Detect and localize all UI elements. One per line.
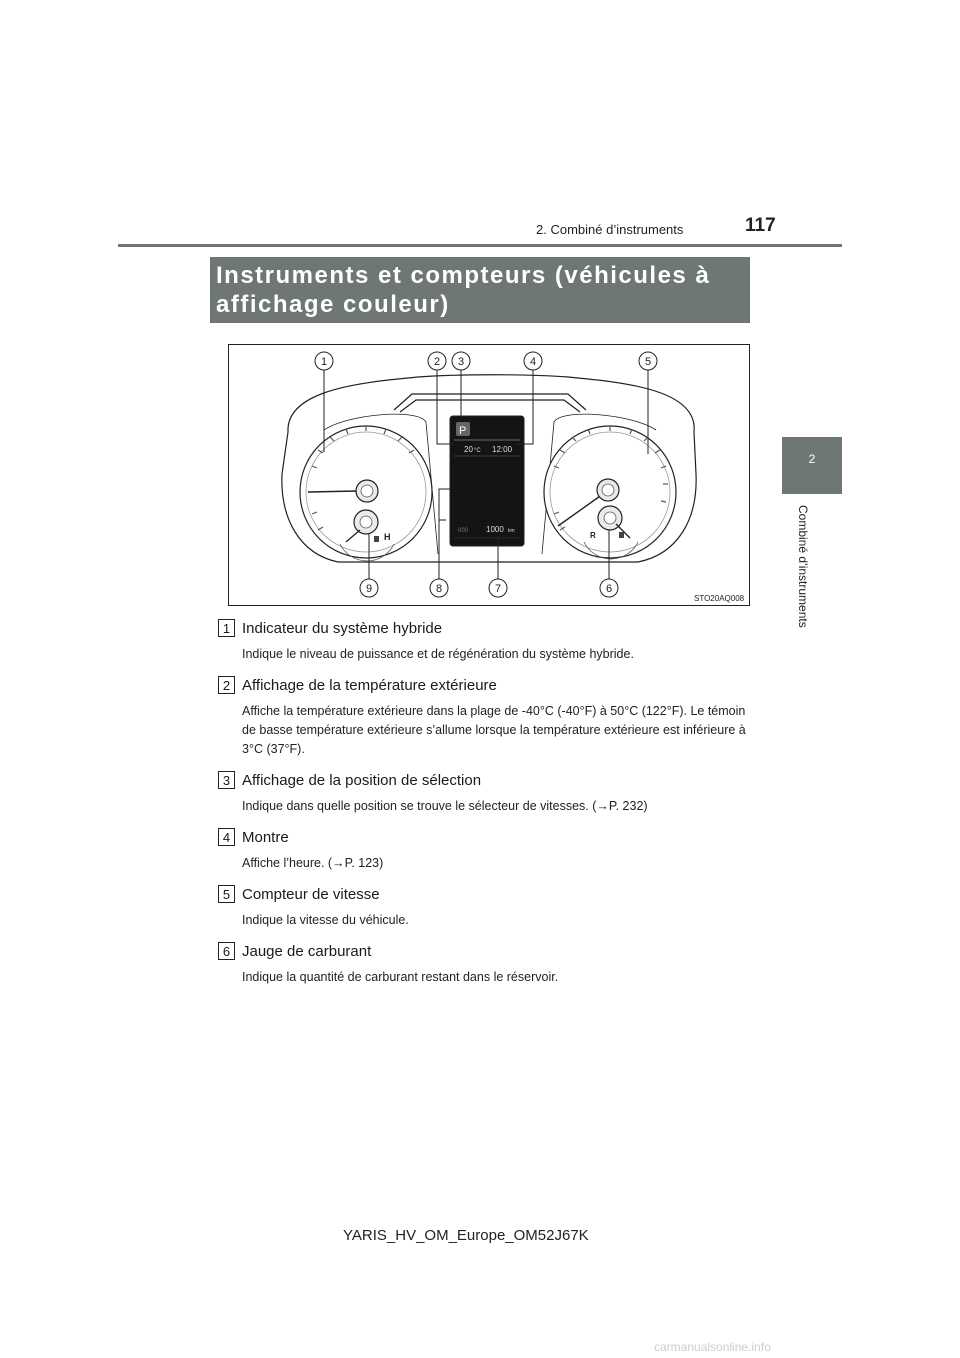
item-number-box: 5 — [218, 885, 235, 903]
callout-7 — [489, 579, 507, 597]
item-number-box: 3 — [218, 771, 235, 789]
section-title-box — [210, 257, 750, 323]
clock-display: 12:00 — [492, 445, 513, 454]
list-item — [218, 940, 758, 987]
svg-text:8: 8 — [435, 583, 443, 595]
list-item — [218, 826, 758, 873]
item-description: Indique la vitesse du véhicule. — [242, 913, 409, 927]
item-title: Affichage de la température extérieure — [242, 676, 497, 694]
item-description: Affiche la température extérieure dans la plage de -40°C (-40°F) à 50°C (122°F). Le témoin de basse température extérieure s’allume lorsque la température extérieure est inférieure à 3°C (37°F). — [242, 704, 746, 756]
item-description: Indique la quantité de carburant restant dans le réservoir. — [242, 970, 559, 984]
item-number-box: 2 — [218, 676, 235, 694]
svg-text:6: 6 — [605, 583, 613, 595]
speedometer-gauge — [544, 426, 676, 559]
instrument-figure — [228, 344, 750, 606]
callout-3 — [452, 352, 470, 370]
item-description: Affiche l’heure. (→P. 123) — [242, 856, 384, 870]
figure-image-code: STO20AQ008 — [694, 594, 745, 603]
fuel-gauge-r-label: R — [590, 531, 596, 540]
hybrid-gauge-h-label: H — [384, 532, 391, 542]
shift-position-display: P — [459, 425, 467, 437]
outside-temp-unit: °C — [474, 448, 481, 454]
svg-text:5: 5 — [644, 356, 652, 368]
item-title: Jauge de carburant — [242, 942, 372, 960]
callout-1 — [315, 352, 333, 370]
callout-9 — [360, 579, 378, 597]
item-description: Indique dans quelle position se trouve le sélecteur de vitesses. (→P. 232) — [242, 799, 648, 813]
chapter-number: 2 — [808, 452, 816, 466]
footer-document-code: YARIS_HV_OM_Europe_OM52J67K — [343, 1227, 589, 1244]
item-number-box: 4 — [218, 828, 235, 846]
list-item — [218, 769, 758, 816]
page-number: 117 — [745, 215, 776, 236]
callout-8 — [430, 579, 448, 597]
item-list — [218, 617, 758, 997]
callout-2 — [428, 352, 446, 370]
svg-text:7: 7 — [494, 583, 502, 595]
chapter-label: Combiné d’instruments — [796, 505, 810, 628]
header-rule — [118, 244, 842, 247]
item-number-box: 6 — [218, 942, 235, 960]
svg-text:3: 3 — [457, 356, 465, 368]
watermark: carmanualsonline.info — [654, 1340, 771, 1354]
list-item — [218, 674, 758, 759]
callout-6 — [600, 579, 618, 597]
item-title: Montre — [242, 828, 289, 846]
odometer-unit: km — [508, 528, 515, 534]
section-title: Instruments et compteurs (véhicules à affichage couleur) — [216, 262, 711, 318]
outside-temp-display: 20 — [464, 445, 473, 454]
multi-information-display — [450, 416, 524, 546]
item-description: Indique le niveau de puissance et de régénération du système hybride. — [242, 647, 634, 661]
trip-small-display: 000 — [458, 528, 469, 534]
list-item — [218, 617, 758, 664]
fuel-pump-icon — [619, 532, 624, 538]
item-title: Affichage de la position de sélection — [242, 771, 482, 789]
svg-text:2: 2 — [433, 356, 441, 368]
list-item — [218, 883, 758, 930]
svg-text:9: 9 — [365, 583, 373, 595]
odometer-display: 1000 — [486, 525, 504, 534]
item-number-box: 1 — [218, 619, 235, 637]
item-title: Indicateur du système hybride — [242, 619, 443, 637]
item-title: Compteur de vitesse — [242, 885, 380, 903]
svg-text:4: 4 — [529, 356, 537, 368]
header-section-title: 2. Combiné d’instruments — [536, 222, 684, 237]
callout-4 — [524, 352, 542, 370]
svg-text:1: 1 — [320, 356, 328, 368]
callout-5 — [639, 352, 657, 370]
